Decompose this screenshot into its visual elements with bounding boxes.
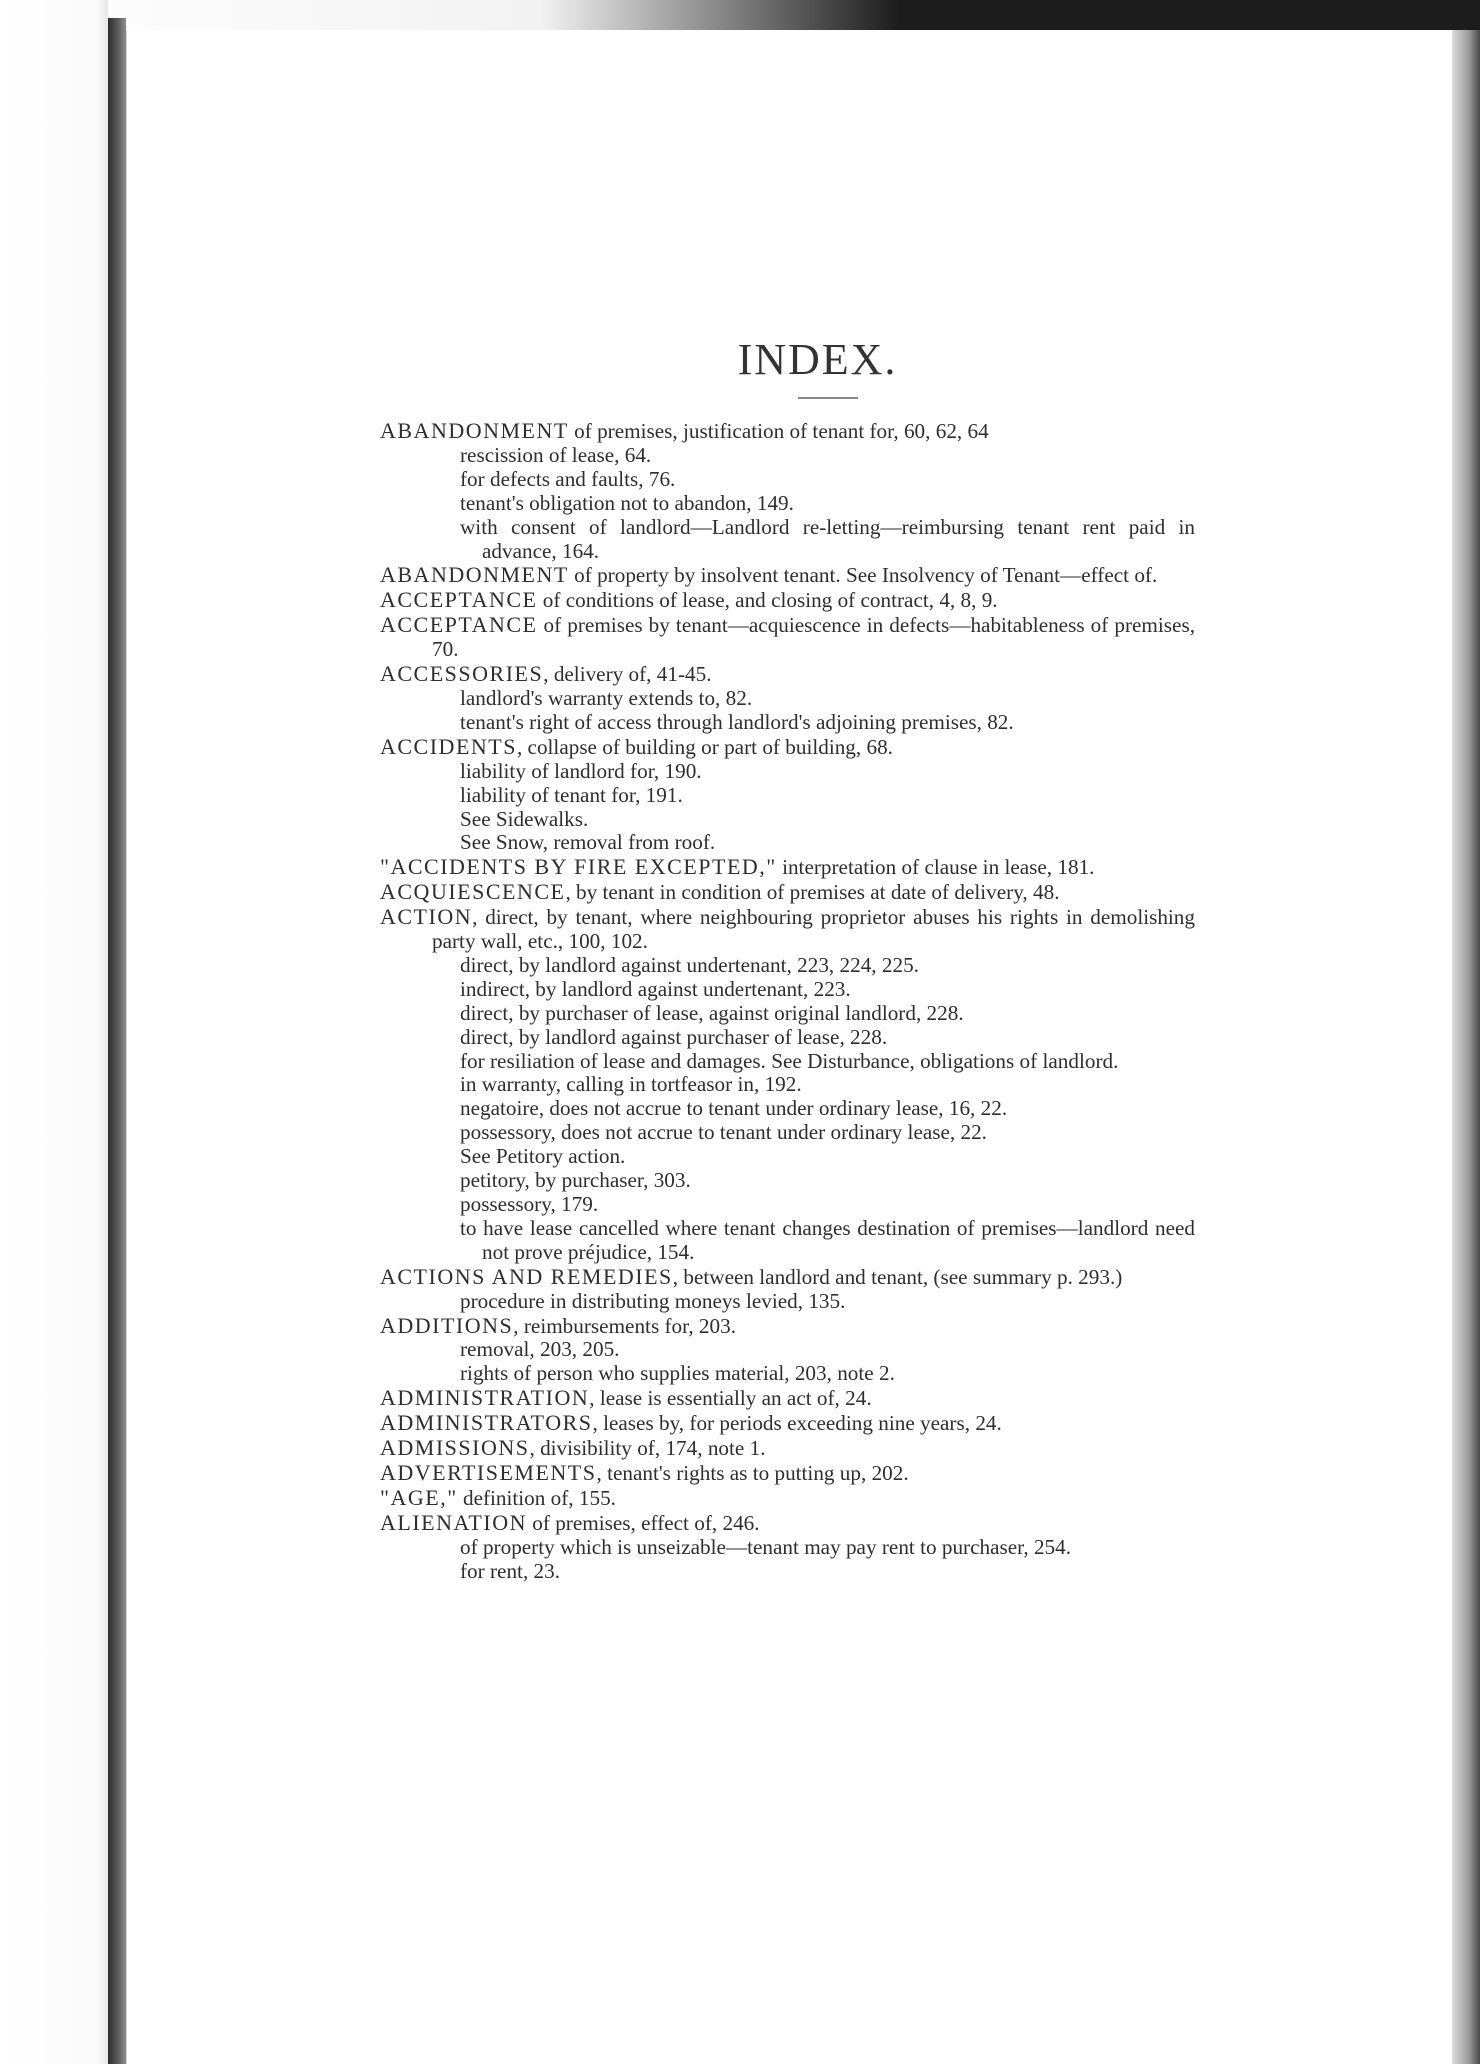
- entry-text: direct, by landlord against purchaser of lease, 228.: [460, 1024, 888, 1049]
- index-entry: [380, 880, 1195, 905]
- entry-heading: ACCESSORIES: [380, 661, 544, 687]
- entry-text: liability of landlord for, 190.: [460, 758, 702, 783]
- index-subentry: [380, 1560, 1195, 1584]
- index-entry: [380, 1461, 1195, 1486]
- index-subentry: [380, 1026, 1195, 1050]
- entry-heading: ACCIDENTS: [380, 733, 517, 759]
- index-subentry: [380, 760, 1195, 784]
- entry-text: interpretation of clause in lease, 181.: [776, 855, 1095, 880]
- index-subentry: [380, 1073, 1195, 1097]
- index-subentry: [380, 711, 1195, 735]
- index-entry: [380, 588, 1195, 613]
- index-subentry: [380, 1193, 1195, 1217]
- entry-heading: ABANDONMENT: [380, 562, 569, 588]
- index-entry: [380, 735, 1195, 760]
- index-entries: [380, 419, 1195, 1584]
- entry-text: petitory, by purchaser, 303.: [460, 1168, 691, 1193]
- index-entry: [380, 1436, 1195, 1461]
- entry-heading: ALIENATION: [380, 1509, 527, 1535]
- index-subentry: [380, 978, 1195, 1002]
- entry-heading: ACCEPTANCE: [380, 587, 538, 613]
- entry-text: , reimbursements for, 203.: [513, 1313, 737, 1338]
- entry-text: See Snow, removal from roof.: [460, 830, 716, 855]
- entry-heading: ADMINISTRATORS: [380, 1410, 593, 1436]
- index-entry: [380, 855, 1195, 880]
- entry-heading: "AGE,": [380, 1484, 458, 1510]
- title-rule: [798, 397, 858, 399]
- index-subentry: [380, 808, 1195, 832]
- entry-text: See Petitory action.: [460, 1144, 626, 1169]
- entry-text: landlord's warranty extends to, 82.: [460, 685, 753, 710]
- entry-text: , collapse of building or part of building, 68.: [516, 734, 893, 759]
- entry-text: procedure in distributing moneys levied, 135.: [460, 1288, 846, 1313]
- index-entry: [380, 1486, 1195, 1511]
- page-title: INDEX.: [737, 335, 898, 384]
- entry-heading: ADMISSIONS: [380, 1435, 530, 1461]
- index-subentry: [380, 1362, 1195, 1386]
- entry-text: liability of tenant for, 191.: [460, 782, 683, 807]
- entry-text: , leases by, for periods exceeding nine years, 24.: [592, 1411, 1002, 1436]
- index-entry: [380, 563, 1195, 588]
- entry-text: , divisibility of, 174, note 1.: [529, 1436, 766, 1461]
- entry-heading: ADVERTISEMENTS: [380, 1459, 597, 1485]
- entry-text: for defects and faults, 76.: [460, 466, 676, 491]
- index-subentry: [380, 1217, 1195, 1265]
- entry-heading: ADDITIONS: [380, 1312, 514, 1338]
- entry-text: of property by insolvent tenant. See Insolvency of Tenant—effect of.: [568, 563, 1158, 588]
- scan-left-margin: [0, 0, 108, 2064]
- index-entry: [380, 662, 1195, 687]
- entry-text: of premises by tenant—acquiescence in defects—habitableness of premises, 70.: [432, 613, 1195, 662]
- index-subentry: [380, 1290, 1195, 1314]
- entry-heading: ABANDONMENT: [380, 418, 569, 443]
- index-entry: [380, 1511, 1195, 1536]
- index-subentry: [380, 1536, 1195, 1560]
- index-entry: [380, 1265, 1195, 1290]
- index-subentry: [380, 1145, 1195, 1169]
- entry-text: direct, by purchaser of lease, against original landlord, 228.: [460, 1000, 964, 1025]
- index-entry: [380, 419, 1195, 444]
- index-subentry: [380, 444, 1195, 468]
- entry-text: to have lease cancelled where tenant changes destination of premises—landlord need not prove préjudice, 154.: [460, 1215, 1195, 1264]
- entry-text: for rent, 23.: [460, 1558, 561, 1583]
- index-subentry: [380, 516, 1195, 564]
- index-subentry: [380, 1169, 1195, 1193]
- index-subentry: [380, 954, 1195, 978]
- entry-text: in warranty, calling in tortfeasor in, 192.: [460, 1072, 802, 1097]
- index-entry: [380, 905, 1195, 954]
- index-subentry: [380, 492, 1195, 516]
- index-subentry: [380, 687, 1195, 711]
- entry-text: , direct, by tenant, where neighbouring proprietor abuses his rights in demolishing party wall, etc., 100, 102.: [432, 905, 1195, 954]
- entry-text: removal, 203, 205.: [460, 1337, 620, 1362]
- index-subentry: [380, 1121, 1195, 1145]
- entry-text: tenant's obligation not to abandon, 149.: [460, 490, 794, 515]
- entry-text: rights of person who supplies material, 203, note 2.: [460, 1361, 895, 1386]
- index-subentry: [380, 784, 1195, 808]
- entry-text: , tenant's rights as to putting up, 202.: [596, 1460, 909, 1485]
- entry-heading: ACTIONS AND REMEDIES: [380, 1263, 673, 1289]
- entry-heading: ACCEPTANCE: [380, 612, 538, 638]
- entry-text: with consent of landlord—Landlord re-letting—reimbursing tenant rent paid in advance, 164.: [460, 514, 1195, 563]
- index-subentry: [380, 468, 1195, 492]
- entry-text: of property which is unseizable—tenant may pay rent to purchaser, 254.: [460, 1534, 1072, 1559]
- entry-text: possessory, does not accrue to tenant under ordinary lease, 22.: [460, 1120, 987, 1145]
- index-content: [380, 334, 1195, 1584]
- entry-text: , delivery of, 41-45.: [543, 662, 712, 687]
- index-entry: [380, 613, 1195, 662]
- index-entry: [380, 1314, 1195, 1339]
- index-subentry: [380, 1050, 1195, 1074]
- entry-text: , lease is essentially an act of, 24.: [589, 1386, 872, 1411]
- entry-text: of conditions of lease, and closing of contract, 4, 8, 9.: [537, 588, 998, 613]
- entry-text: See Sidewalks.: [460, 806, 589, 831]
- book-spine-edge: [108, 18, 126, 2064]
- entry-text: indirect, by landlord against undertenant, 223.: [460, 976, 851, 1001]
- entry-text: negatoire, does not accrue to tenant under ordinary lease, 16, 22.: [460, 1096, 1008, 1121]
- index-subentry: [380, 1002, 1195, 1026]
- entry-heading: "ACCIDENTS BY FIRE EXCEPTED,": [380, 854, 777, 880]
- index-entry: [380, 1386, 1195, 1411]
- entry-text: rescission of lease, 64.: [460, 442, 652, 467]
- entry-text: direct, by landlord against undertenant, 223, 224, 225.: [460, 952, 919, 977]
- page-right-edge: [1452, 30, 1480, 2064]
- entry-text: , by tenant in condition of premises at date of delivery, 48.: [565, 880, 1060, 905]
- entry-text: of premises, justification of tenant for, 60, 62, 64: [568, 419, 989, 443]
- entry-heading: ADMINISTRATION: [380, 1385, 590, 1411]
- entry-text: for resiliation of lease and damages. See Disturbance, obligations of landlord.: [460, 1048, 1119, 1073]
- entry-heading: ACTION: [380, 904, 473, 930]
- entry-text: of premises, effect of, 246.: [526, 1510, 760, 1535]
- index-subentry: [380, 1338, 1195, 1362]
- index-subentry: [380, 1097, 1195, 1121]
- entry-text: definition of, 155.: [457, 1485, 616, 1510]
- entry-text: tenant's right of access through landlord's adjoining premises, 82.: [460, 709, 1014, 734]
- index-subentry: [380, 831, 1195, 855]
- index-entry: [380, 1411, 1195, 1436]
- entry-heading: ACQUIESCENCE: [380, 879, 566, 905]
- entry-text: , between landlord and tenant, (see summary p. 293.): [672, 1264, 1123, 1289]
- entry-text: possessory, 179.: [460, 1192, 599, 1216]
